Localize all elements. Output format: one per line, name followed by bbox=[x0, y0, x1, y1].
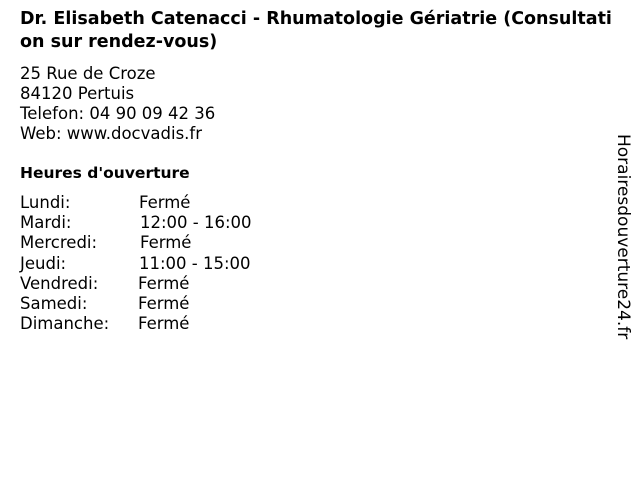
opening-hours-heading: Heures d'ouverture bbox=[20, 164, 190, 182]
address-street: 25 Rue de Croze bbox=[20, 64, 156, 83]
day-hours: 11:00 - 15:00 bbox=[139, 253, 251, 273]
day-label: Vendredi: bbox=[20, 273, 99, 293]
day-hours: 12:00 - 16:00 bbox=[140, 213, 252, 233]
day-label: Dimanche: bbox=[20, 314, 110, 334]
day-label: Mardi: bbox=[20, 213, 72, 233]
day-label: Jeudi: bbox=[20, 253, 67, 273]
day-label: Samedi: bbox=[20, 293, 88, 313]
address-city: 84120 Pertuis bbox=[20, 84, 135, 103]
day-hours: Fermé bbox=[140, 233, 192, 253]
phone-number: Telefon: 04 90 09 42 36 bbox=[20, 104, 216, 123]
address-block bbox=[20, 64, 215, 144]
day-hours: Fermé bbox=[139, 193, 191, 212]
day-hours: Fermé bbox=[138, 293, 190, 313]
day-hours: Fermé bbox=[138, 314, 190, 334]
website: Web: www.docvadis.fr bbox=[20, 124, 202, 143]
page-title: Dr. Elisabeth Catenacci - Rhumatologie Gériatrie (Consultation sur rendez-vous) bbox=[20, 9, 612, 52]
day-hours: Fermé bbox=[138, 273, 190, 293]
day-label: Lundi: bbox=[20, 193, 71, 212]
site-watermark: Horairesdouverture24.fr bbox=[613, 134, 633, 340]
day-label: Mercredi: bbox=[20, 233, 98, 253]
